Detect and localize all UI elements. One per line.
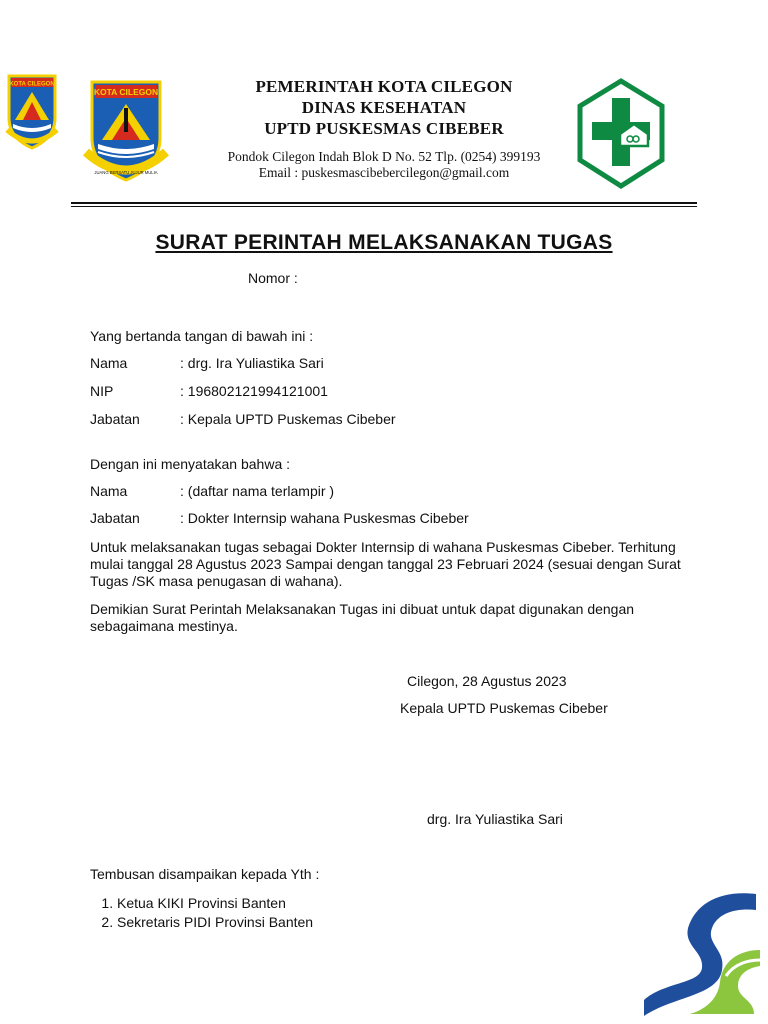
kop-address: Pondok Cilegon Indah Blok D No. 52 Tlp. (0254) 399193 bbox=[227, 149, 541, 164]
place-date: Cilegon, 28 Agustus 2023 bbox=[407, 673, 567, 689]
emblem-small-text: KOTA CILEGON bbox=[9, 81, 55, 88]
assignee-position-value: : Dokter Internsip wahana Puskesmas Cibeber bbox=[180, 510, 469, 526]
assignee-name-value: : (daftar nama terlampir ) bbox=[180, 483, 335, 499]
assignee-position-label: Jabatan bbox=[90, 510, 140, 526]
signer-title: Kepala UPTD Puskemas Cibeber bbox=[400, 700, 608, 716]
signer-name-label: Nama bbox=[90, 355, 128, 371]
kop-line-3: UPTD PUSKESMAS CIBEBER bbox=[264, 119, 504, 138]
closing-line: Demikian Surat Perintah Melaksanakan Tugas ini dibuat untuk dapat digunakan dengan bbox=[90, 601, 635, 617]
statement-text: Dengan ini menyatakan bahwa : bbox=[90, 456, 291, 472]
cc-list bbox=[90, 894, 313, 932]
kop-line-2: DINAS KESEHATAN bbox=[301, 98, 467, 117]
cc-item: 1. Ketua KIKI Provinsi Banten bbox=[117, 894, 313, 913]
signer-position-label: Jabatan bbox=[90, 411, 140, 427]
signer-name: drg. Ira Yuliastika Sari bbox=[427, 811, 563, 827]
kop-email: Email : puskesmascibebercilegon@gmail.com bbox=[258, 165, 510, 180]
assignee-name-label: Nama bbox=[90, 483, 128, 499]
body-line: Untuk melaksanakan tugas sebagai Dokter Internsip di wahana Puskesmas Cibeber. Terhitung bbox=[90, 539, 676, 555]
closing-line: sebagaimana mestinya. bbox=[90, 618, 238, 634]
letterhead-rule-thick bbox=[71, 202, 697, 204]
corner-logo bbox=[634, 888, 768, 1024]
intro-text: Yang bertanda tangan di bawah ini : bbox=[90, 328, 314, 344]
emblem-large-text: KOTA CILEGON bbox=[93, 87, 159, 97]
signer-position-value: : Kepala UPTD Puskemas Cibeber bbox=[180, 411, 396, 427]
signer-nip-value: : 196802121994121001 bbox=[180, 383, 328, 399]
emblem-motto: JUANG BERSATU JUJUR MULIA bbox=[94, 170, 158, 175]
signer-name-value: : drg. Ira Yuliastika Sari bbox=[180, 355, 324, 371]
puskesmas-logo bbox=[576, 78, 666, 190]
body-line: mulai tanggal 28 Agustus 2023 Sampai dengan tanggal 23 Februari 2024 (sesuai dengan Surat bbox=[90, 556, 681, 572]
letterhead-rule-thin bbox=[71, 206, 697, 207]
cc-label: Tembusan disampaikan kepada Yth : bbox=[90, 866, 320, 882]
document-title: SURAT PERINTAH MELAKSANAKAN TUGAS bbox=[155, 231, 613, 254]
document-number: Nomor : bbox=[248, 270, 298, 286]
kop-line-1: PEMERINTAH KOTA CILEGON bbox=[255, 77, 513, 96]
signer-nip-label: NIP bbox=[90, 383, 114, 399]
body-line: Tugas /SK masa penugasan di wahana). bbox=[90, 573, 343, 589]
cc-item: 2. Sekretaris PIDI Provinsi Banten bbox=[117, 913, 313, 932]
